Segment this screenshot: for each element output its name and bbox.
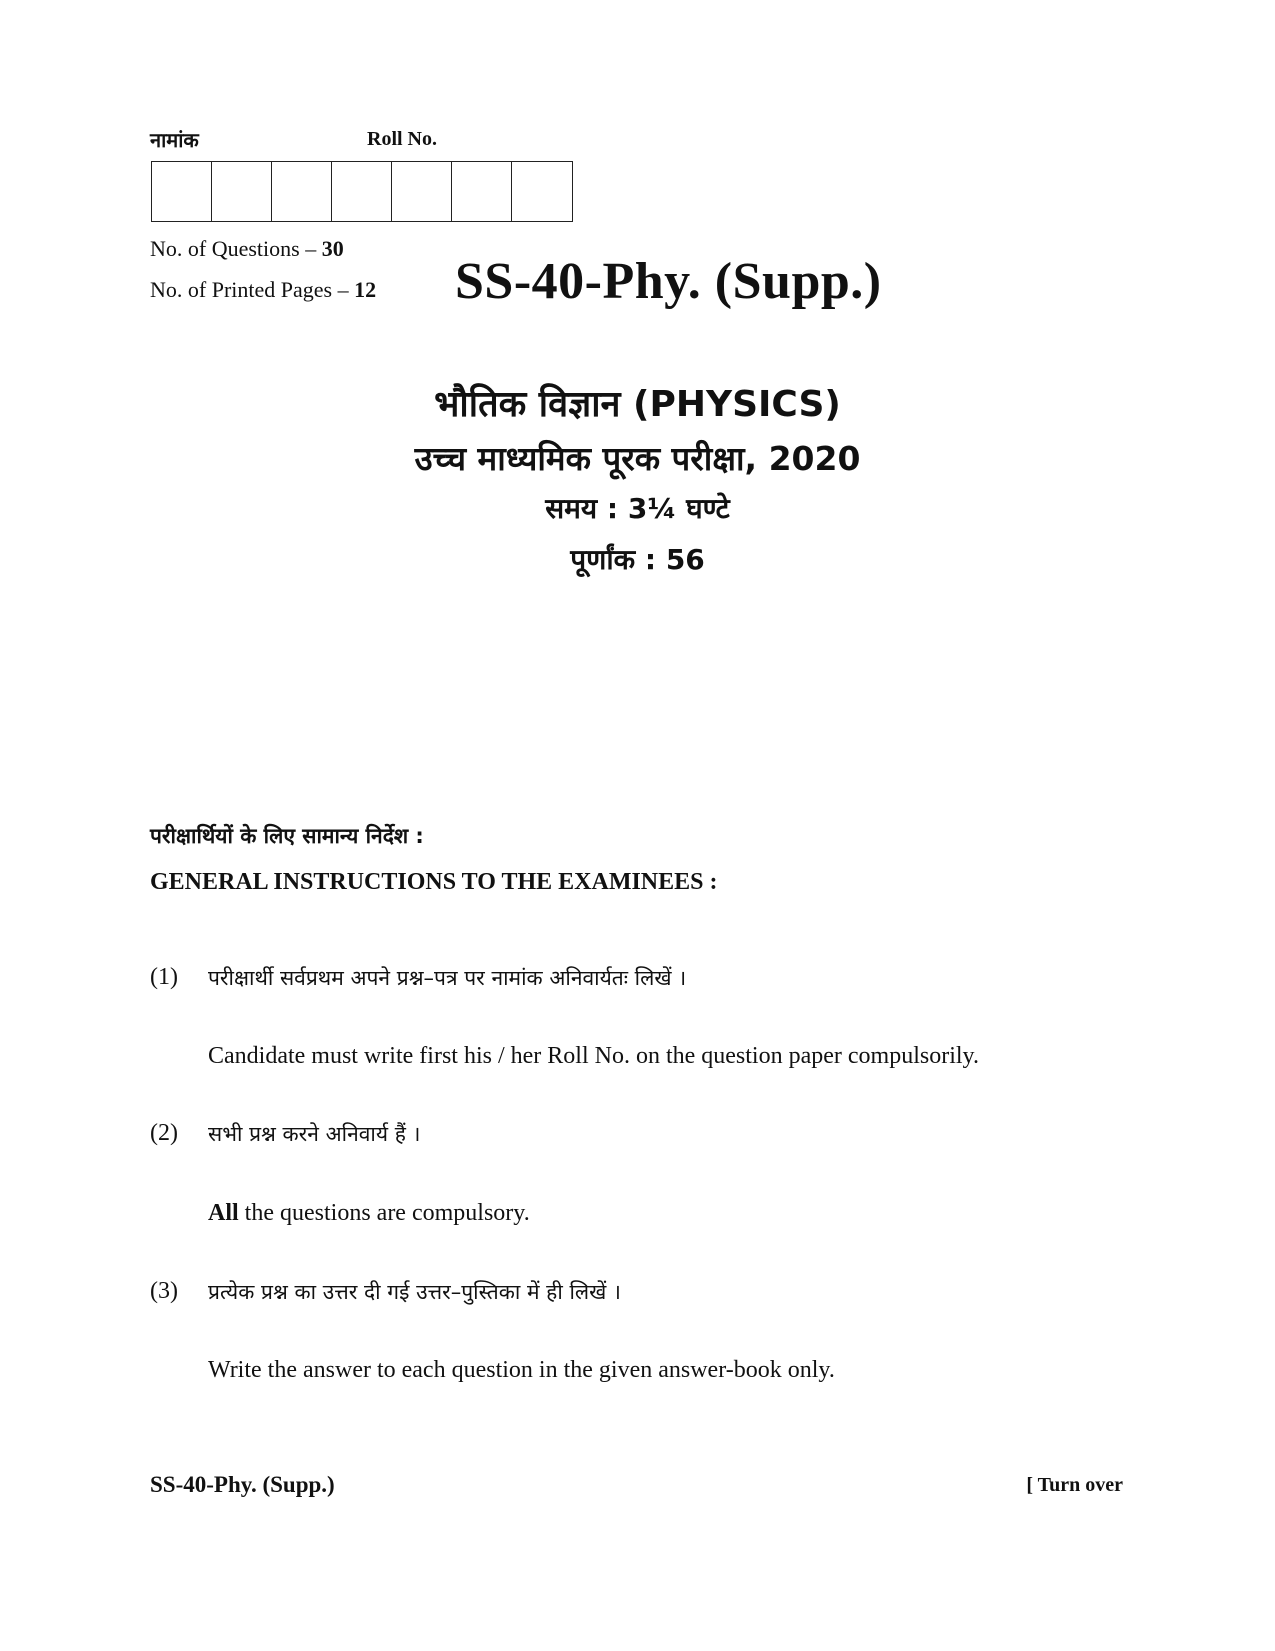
instruction-item <box>150 964 686 992</box>
instruction-item <box>150 1278 621 1306</box>
roll-number-boxes <box>151 161 573 222</box>
instruction-text-hindi: परीक्षार्थी सर्वप्रथम अपने प्रश्न–पत्र पर नामांक अनिवार्यतः लिखें । <box>208 966 687 990</box>
footer-paper-code: SS-40-Phy. (Supp.) <box>150 1472 335 1497</box>
questions-count-value: 30 <box>321 236 344 261</box>
instruction-number: (3) <box>150 1278 178 1304</box>
roll-digit-box[interactable] <box>332 162 392 221</box>
pages-count <box>150 277 376 303</box>
questions-count <box>150 236 344 262</box>
instructions-heading-hindi: परीक्षार्थियों के लिए सामान्य निर्देश : <box>150 824 424 848</box>
roll-number-label: Roll No. <box>367 128 437 150</box>
instruction-text-hindi: सभी प्रश्न करने अनिवार्य हैं । <box>208 1122 421 1146</box>
exam-title: उच्च माध्यमिक पूरक परीक्षा, 2020 <box>414 439 861 478</box>
instruction-emphasis: All <box>208 1200 239 1226</box>
exam-duration: समय : 3¼ घण्टे <box>545 492 730 525</box>
pages-count-label: No. of Printed Pages – <box>150 277 349 302</box>
roll-digit-box[interactable] <box>152 162 212 221</box>
roll-digit-box[interactable] <box>272 162 332 221</box>
roll-digit-box[interactable] <box>392 162 452 221</box>
turn-over-label: [ Turn over <box>1026 1474 1123 1496</box>
instruction-text-rest: the questions are compulsory. <box>238 1200 530 1226</box>
roll-digit-box[interactable] <box>512 162 572 221</box>
roll-number-label-hindi: नामांक <box>150 128 199 152</box>
instruction-text-english <box>208 1200 530 1227</box>
instruction-text-english: Write the answer to each question in the given answer-book only. <box>208 1357 835 1383</box>
instruction-text-hindi: प्रत्येक प्रश्न का उत्तर दी गई उत्तर–पुस्तिका में ही लिखें । <box>208 1280 621 1304</box>
instruction-item <box>150 1120 421 1148</box>
questions-count-label: No. of Questions – <box>150 236 317 261</box>
instruction-number: (1) <box>150 964 178 990</box>
roll-digit-box[interactable] <box>452 162 512 221</box>
instruction-text-english: Candidate must write first his / her Roll No. on the question paper compulsorily. <box>208 1043 979 1069</box>
paper-code: SS-40-Phy. (Supp.) <box>455 253 882 310</box>
instruction-number: (2) <box>150 1120 178 1146</box>
roll-digit-box[interactable] <box>212 162 272 221</box>
max-marks: पूर्णांक : 56 <box>570 543 705 576</box>
subject-title: भौतिक विज्ञान (PHYSICS) <box>434 384 841 425</box>
pages-count-value: 12 <box>354 277 377 302</box>
instructions-heading: GENERAL INSTRUCTIONS TO THE EXAMINEES : <box>150 869 718 895</box>
